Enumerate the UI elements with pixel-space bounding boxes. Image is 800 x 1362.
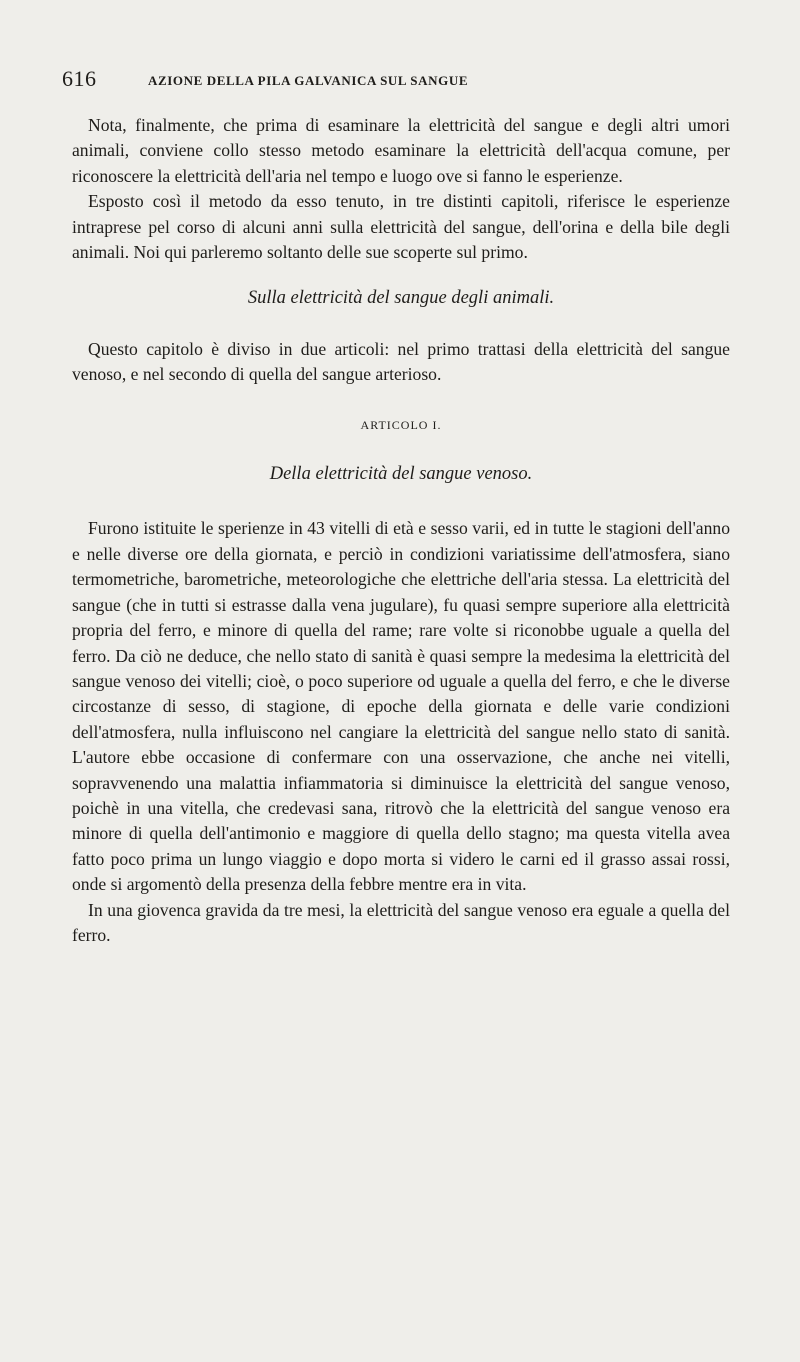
section-title: Sulla elettricità del sangue degli animali. xyxy=(247,288,555,309)
paragraph-article-2: In una giovenca gravida da tre mesi, la elettricità del sangue venoso era eguale a quella del ferro. xyxy=(72,899,730,945)
page-number: 616 xyxy=(62,66,97,91)
article-title: Della elettricità del sangue venoso. xyxy=(269,464,533,485)
paragraph-section-1: Questo capitolo è diviso in due articoli: nel primo trattasi della elettricità del sangue venoso, e nel secondo di quella del sangue arterioso. xyxy=(72,338,730,385)
body-text xyxy=(72,113,730,948)
running-title: AZIONE DELLA PILA GALVANICA SUL SANGUE xyxy=(148,73,469,88)
page-header xyxy=(62,60,752,100)
paragraph-intro-1: Nota, finalmente, che prima di esaminare la elettricità del sangue e degli altri umori animali, conviene collo stesso metodo esaminare la elettricità dell'acqua comune, per riconoscere la elettricità dell'aria nel tempo e luogo ove si fanno le esperienze. xyxy=(72,115,730,186)
paragraph-intro-2: Esposto così il metodo da esso tenuto, in tre distinti capitoli, riferisce le esperienze intraprese pel corso di alcuni anni sulla elettricità del sangue, dell'orina e della bile degli animali. Noi qui parleremo soltanto delle sue scoperte sul primo. xyxy=(72,191,730,263)
paragraph-article-1: Furono istituite le sperienze in 43 vitelli di età e sesso varii, ed in tutte le stagioni dell'anno e nelle diverse ore della giornata, e perciò in condizioni variatissime dell'atmosfera, siano termometriche, barometriche, meteorologiche che elettriche dell'aria stessa. La elettricità del sangue (che in tutti si estrasse dalla vena jugulare), fu quasi sempre superiore alla elettricità propria del ferro, e minore di quella del rame; rare volte si riconobbe uguale a quella del ferro. Da ciò ne deduce, che nello stato di sanità è quasi sempre la medesima la elettricità del sangue venoso dei vitelli; cioè, o poco superiore od uguale a quella del ferro, e che le diverse circostanze di sesso, di stagione, di epoche della giornata e delle varie condizioni dell'atmosfera, nulla influiscono nel cangiare la elettricità del sangue nello stato di sanità. L'autore ebbe occasione di confermare con una osservazione, che anche nei vitelli, sopravvenendo una malattia infiammatoria si diminuisce la elettricità del sangue venoso, poichè in una vitella, che credevasi sana, ritrovò che la elettricità del sangue venoso era minore di quella dell'antimonio e maggiore di quella dello stagno; ma questa vitella avea fatto poco prima un lungo viaggio e dopo morta si videro le carni ed il grasso assai rossi, onde si argomentò della presenza della febbre mentre era in vita. xyxy=(72,518,730,895)
article-label: ARTICOLO I. xyxy=(360,417,442,432)
